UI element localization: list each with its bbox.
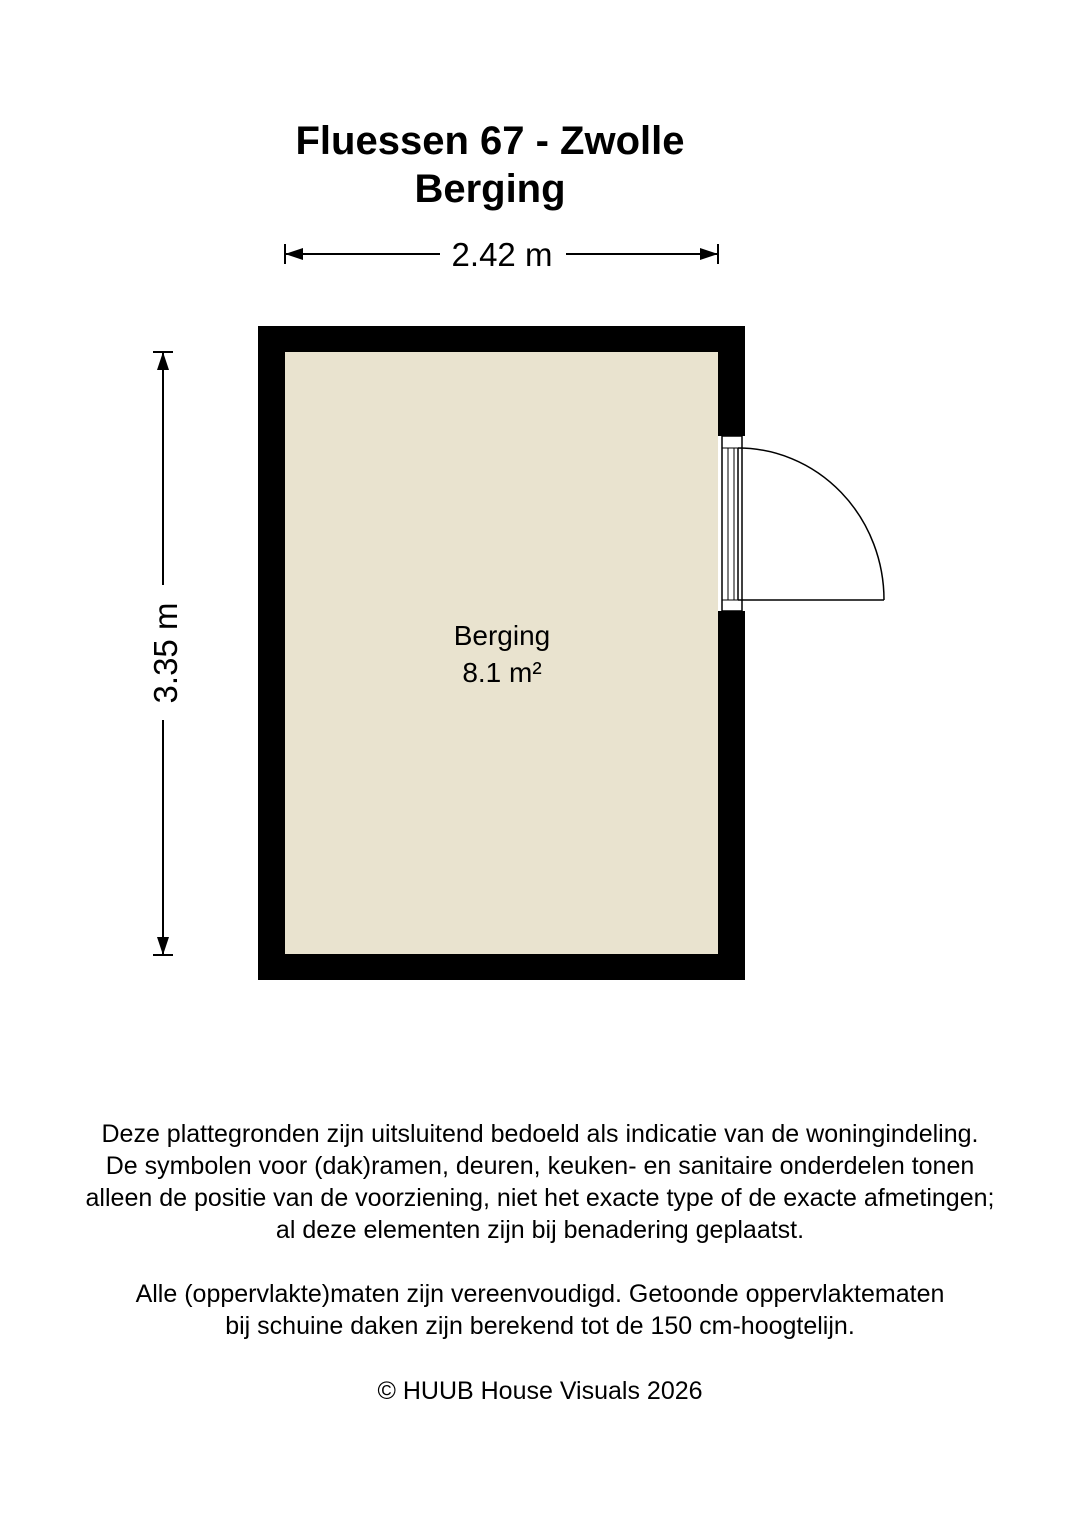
room-name: Berging xyxy=(453,620,551,651)
copyright-notice: © HUUB House Visuals 2026 xyxy=(377,1377,703,1405)
plan-subtitle: Berging xyxy=(414,167,566,211)
door xyxy=(722,436,884,611)
room-floor xyxy=(285,352,718,954)
disclaimer-line: alleen de positie van de voorziening, niet het exacte type of de exacte afmetingen; xyxy=(85,1184,995,1212)
plan-title: Fluessen 67 - Zwolle xyxy=(295,119,685,163)
disclaimer-line: Alle (oppervlakte)maten zijn vereenvoudigd. Getoonde oppervlaktematen xyxy=(135,1280,945,1308)
door-frame xyxy=(722,436,742,611)
disclaimer-line: Deze plattegronden zijn uitsluitend bedoeld als indicatie van de woningindeling. xyxy=(101,1120,979,1148)
height-dimension xyxy=(147,352,184,955)
disclaimer-line: De symbolen voor (dak)ramen, deuren, keuken- en sanitaire onderdelen tonen xyxy=(105,1152,975,1180)
walls xyxy=(258,326,746,980)
door-swing-arc xyxy=(738,448,884,600)
height-label: 3.35 m xyxy=(147,602,184,704)
disclaimer-line: bij schuine daken zijn berekend tot de 150 cm-hoogtelijn. xyxy=(225,1312,855,1340)
arrow-right-icon xyxy=(700,248,718,260)
width-dimension xyxy=(285,236,718,273)
disclaimer-paragraph-1 xyxy=(0,1118,1080,1246)
width-label: 2.42 m xyxy=(451,236,553,273)
disclaimer-paragraph-2 xyxy=(0,1278,1080,1342)
arrow-up-icon xyxy=(157,352,169,370)
arrow-left-icon xyxy=(285,248,303,260)
room-area: 8.1 m² xyxy=(462,657,542,688)
disclaimer-line: al deze elementen zijn bij benadering geplaatst. xyxy=(275,1216,805,1244)
arrow-down-icon xyxy=(157,937,169,955)
